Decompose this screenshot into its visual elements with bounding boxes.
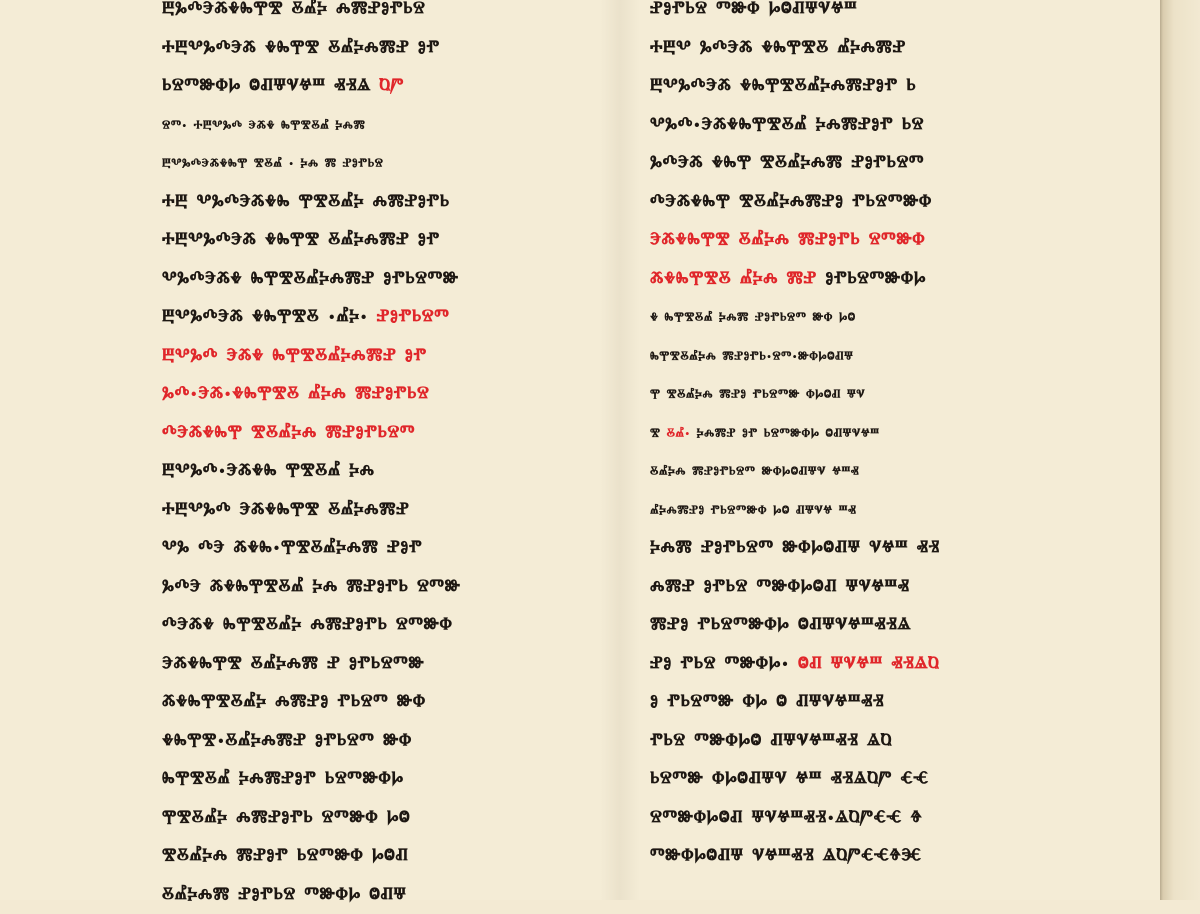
text-line (162, 108, 365, 144)
text-line-main: ⰾⰿⱀ ⱁⱂⱃⱄ ⱅⱆⱇⱈⱉⱊ ⱋⱌⱍⱎⱏ (650, 573, 910, 601)
text-line (162, 185, 450, 221)
text-line-main: ⰼⰽⰾⰿⱀⱁ ⱂⱃⱄⱅⱆⱇ ⱈⱉ ⱊⱋⱌⱍ ⱎⱏ (650, 500, 857, 520)
text-line-main: ⰱⰲⰳⰴⰵⰶⰷⰸⰹ ⰺⰻⰼ · ⰽⰾ ⰿ ⱀⱁⱂⱃⱄ (162, 154, 384, 173)
text-line (162, 878, 406, 914)
text-line-main: ⰰⰱ ⰲⰳⰴⰵⰶⰷⰸ ⰹⰺⰻⰼⰽ ⰾⰿⱀⱁⱂⱃ (162, 188, 450, 216)
text-line-main: ⱁ ⱂⱃⱄⱅⱆ ⱇⱈ ⱉ ⱊⱋⱌⱍⱎⱏⱐ (650, 689, 885, 716)
text-line (162, 454, 375, 490)
text-line-main: ⱅⱆⱇⱈⱉⱊⱋ ⱌⱍⱎⱏⱐ ⱑⱒⱓⱔⱕⱖⱗ (650, 843, 922, 870)
text-line-main: ⱄⱅⱆⱇⱈⱉⱊ ⱋⱌⱍⱎⱏⱐ·ⱑⱒⱓⱔⱕ ⱖ (650, 804, 923, 832)
text-line-main: ⰸⰹⰺⰻⰼ ⰽⰾⰿⱀⱁⱂ ⱃⱄⱅⱆⱇⱈ (162, 766, 404, 793)
rubric-text: ⱒⱓ (379, 73, 405, 100)
text-line-main: ⰰⰱⰲⰳⰴ ⰵⰶⰷⰸⰹⰺ ⰻⰼⰽⰾⰿⱀ (162, 496, 410, 524)
rubric-text: ⱀⱁⱂⱃⱄⱅ (376, 304, 450, 331)
text-line-main: ⱂⱃⱄ ⱅⱆⱇⱈⱉ ⱊⱋⱌⱍⱎⱏⱐ ⱑⱒ (650, 727, 892, 755)
text-line (650, 685, 884, 721)
text-line (650, 185, 932, 221)
text-line (162, 762, 404, 798)
text-line-main: ⱃⱄⱅⱆⱇⱈ ⱉⱊⱋⱌⱍⱎ ⱏⱐⱑ (162, 73, 380, 100)
text-line (650, 262, 926, 298)
text-line-main: ⰲⰳⰴ·ⰵⰶⰷⰸⰹⰺⰻⰼ ⰽⰾⰿⱀⱁⱂ ⱃⱄ (650, 111, 925, 139)
text-line (162, 262, 459, 298)
text-line (650, 300, 856, 336)
text-line (650, 608, 911, 644)
text-line (650, 762, 929, 798)
text-line (650, 454, 859, 490)
text-line-main: ⰲⰳⰴⰵⰶⰷ ⰸⰹⰺⰻⰼⰽⰾⰿⱀ ⱁⱂⱃⱄⱅⱆ (162, 265, 459, 293)
text-line (650, 108, 924, 144)
text-line (162, 339, 427, 375)
text-line (650, 839, 922, 875)
page-edge (1160, 0, 1200, 900)
text-line (162, 570, 461, 606)
text-line (162, 531, 422, 567)
text-line (162, 685, 426, 721)
text-line-main: ⰽⰾⰿ ⱀⱁⱂⱃⱄⱅ ⱆⱇⱈⱉⱊⱋ ⱌⱍⱎ ⱏⱐ (650, 535, 940, 562)
text-line-main: ⰲⰳ ⰴⰵ ⰶⰷⰸ·ⰹⰺⰻⰼⰽⰾⰿ ⱀⱁⱂ (162, 535, 423, 562)
text-line (162, 801, 410, 837)
text-line-main: ⱃⱄⱅⱆ ⱇⱈⱉⱊⱋⱌ ⱍⱎ ⱏⱐⱑⱒⱓ ⱔⱕ (650, 766, 929, 793)
text-line (162, 69, 404, 105)
text-line-main: ⱄⱅ· ⰰⰱⰲⰳⰴ ⰵⰶⰷ ⰸⰹⰺⰻⰼ ⰽⰾⰿ (162, 115, 366, 135)
rubric-text: ⰻⰼ· (666, 423, 691, 443)
text-line (650, 647, 939, 683)
text-line-main: ⰷⰸⰹⰺ·ⰻⰼⰽⰾⰿⱀ ⱁⱂⱃⱄⱅ ⱆⱇ (162, 727, 412, 755)
text-line (650, 493, 856, 529)
text-line (650, 146, 924, 182)
text-line (650, 724, 892, 760)
text-line-main: ⰰⰱⰲⰳⰴⰵⰶ ⰷⰸⰹⰺ ⰻⰼⰽⰾⰿⱀ ⱁⱂ (162, 227, 440, 254)
text-line-main: ⱀⱁⱂⱃⱄ ⱅⱆⱇ ⱈⱉⱊⱋⱌⱍⱎ (650, 0, 858, 23)
text-line (162, 724, 412, 760)
text-line-main: ⰴⰵⰶⰷⰸⰹ ⰺⰻⰼⰽⰾⰿⱀⱁ ⱂⱃⱄⱅⱆⱇ (650, 188, 932, 216)
text-line-main: ⰻⰼⰽⰾⰿ ⱀⱁⱂⱃⱄ ⱅⱆⱇⱈ ⱉⱊⱋ (162, 881, 407, 909)
text-line-main: ⰹ ⰺⰻⰼⰽⰾ ⰿⱀⱁ ⱂⱃⱄⱅⱆ ⱇⱈⱉⱊ ⱋⱌ (650, 385, 866, 404)
text-line-main: ⰳⰴⰵ ⰶⰷⰸⰹⰺⰻⰼ ⰽⰾ ⰿⱀⱁⱂⱃ ⱄⱅⱆ (162, 573, 461, 601)
text-line-main: ⰺ (650, 423, 667, 443)
text-line (650, 31, 906, 67)
text-line (650, 0, 857, 28)
text-line-main: ⰻⰼⰽⰾ ⰿⱀⱁⱂⱃⱄⱅ ⱆⱇⱈⱉⱊⱋⱌ ⱍⱎⱏ (650, 462, 860, 481)
text-line (650, 531, 940, 567)
text-line-tail: ⱁⱂⱃⱄⱅⱆⱇⱈ (825, 265, 927, 293)
text-line-main: ⱀⱁ ⱂⱃⱄ ⱅⱆⱇⱈ· (650, 650, 798, 678)
rubric-text: ⱉⱊ ⱋⱌⱍⱎ ⱏⱐⱑⱒ (798, 650, 940, 678)
text-line (162, 416, 415, 452)
text-line-main: ⰵⰶⰷⰸⰹⰺ ⰻⰼⰽⰾⰿ ⱀ ⱁⱂⱃⱄⱅⱆ (162, 650, 425, 678)
text-line (162, 608, 452, 644)
text-line (162, 31, 440, 67)
book-gutter (600, 0, 640, 900)
text-line-main: ⰿⱀⱁ ⱂⱃⱄⱅⱆⱇⱈ ⱉⱊⱋⱌⱍⱎⱏⱐⱑ (650, 612, 912, 639)
text-line-main: ⰴⰵⰶⰷ ⰸⰹⰺⰻⰼⰽ ⰾⰿⱀⱁⱂⱃ ⱄⱅⱆⱇ (162, 612, 453, 639)
text-line-main: ⰶⰷⰸⰹⰺⰻ ⰼⰽⰾ ⰿⱀ (650, 265, 826, 293)
text-line-main: ⰱⰲⰳⰴ·ⰵⰶⰷⰸ ⰹⰺⰻⰼ ⰽⰾ (162, 458, 375, 485)
text-line-main: ⰷ ⰸⰹⰺⰻⰼ ⰽⰾⰿ ⱀⱁⱂⱃⱄⱅ ⱆⱇ ⱈⱉ (650, 308, 856, 327)
text-line (650, 801, 922, 837)
text-line (162, 839, 408, 875)
text-line-main: ⰴⰵⰶⰷⰸⰹ ⰺⰻⰼⰽⰾ ⰿⱀⱁⱂⱃⱄⱅ (162, 419, 416, 447)
text-line (650, 223, 925, 259)
text-line (162, 146, 383, 182)
text-line (162, 493, 409, 529)
text-line (162, 300, 449, 336)
text-line (650, 377, 865, 413)
text-line (650, 416, 879, 452)
text-line-main: ⰱⰳⰴⰵⰶⰷⰸⰹⰺ ⰻⰼⰽ ⰾⰿⱀⱁⱂⱃⱄ (162, 0, 426, 23)
text-line (650, 570, 910, 606)
text-line (650, 69, 916, 105)
text-line-main: ⰸⰹⰺⰻⰼⰽⰾ ⰿⱀⱁⱂⱃ·ⱄⱅ·ⱆⱇⱈⱉⱊⱋ (650, 346, 854, 366)
text-line-main: ⰰⰱⰲⰳⰴⰵⰶ ⰷⰸⰹⰺ ⰻⰼⰽⰾⰿⱀ ⱁⱂ (162, 34, 440, 62)
text-line-main: ⰱⰲⰳⰴⰵⰶ ⰷⰸⰹⰺⰻⰼⰽⰾⰿⱀⱁⱂ ⱃ (650, 73, 917, 100)
text-line-main: ⰺⰻⰼⰽⰾ ⰿⱀⱁⱂ ⱃⱄⱅⱆⱇ ⱈⱉⱊ (162, 843, 409, 870)
text-line (162, 647, 424, 683)
text-line-main: ⰱⰲⰳⰴⰵⰶ ⰷⰸⰹⰺⰻ ·ⰼⰽ· (162, 304, 377, 331)
text-line (162, 0, 425, 28)
text-line-main: ⰱⰲⰳⰴ ⰵⰶⰷ ⰸⰹⰺⰻⰼⰽⰾⰿⱀ ⱁⱂ (162, 342, 427, 370)
text-line (650, 339, 853, 375)
text-line-main: ⰵⰶⰷⰸⰹⰺ ⰻⰼⰽⰾ ⰿⱀⱁⱂⱃ ⱄⱅⱆⱇ (650, 227, 926, 254)
text-line (162, 223, 440, 259)
text-line-main: ⰳⰴ·ⰵⰶ·ⰷⰸⰹⰺⰻ ⰼⰽⰾ ⰿⱀⱁⱂⱃⱄ (162, 381, 430, 408)
text-line-main: ⰰⰱⰲ ⰳⰴⰵⰶ ⰷⰸⰹⰺⰻ ⰼⰽⰾⰿⱀ (650, 34, 906, 62)
text-line-main: ⰳⰴⰵⰶ ⰷⰸⰹ ⰺⰻⰼⰽⰾⰿ ⱀⱁⱂⱃⱄⱅ (650, 150, 925, 177)
text-line-main: ⰶⰷⰸⰹⰺⰻⰼⰽ ⰾⰿⱀⱁ ⱂⱃⱄⱅ ⱆⱇ (162, 689, 426, 716)
text-line-tail: ⰽⰾⰿⱀ ⱁⱂ ⱃⱄⱅⱆⱇⱈ ⱉⱊⱋⱌⱍⱎ (690, 423, 880, 443)
text-line (162, 377, 429, 413)
text-line-main: ⰹⰺⰻⰼⰽ ⰾⰿⱀⱁⱂⱃ ⱄⱅⱆⱇ ⱈⱉ (162, 804, 411, 832)
